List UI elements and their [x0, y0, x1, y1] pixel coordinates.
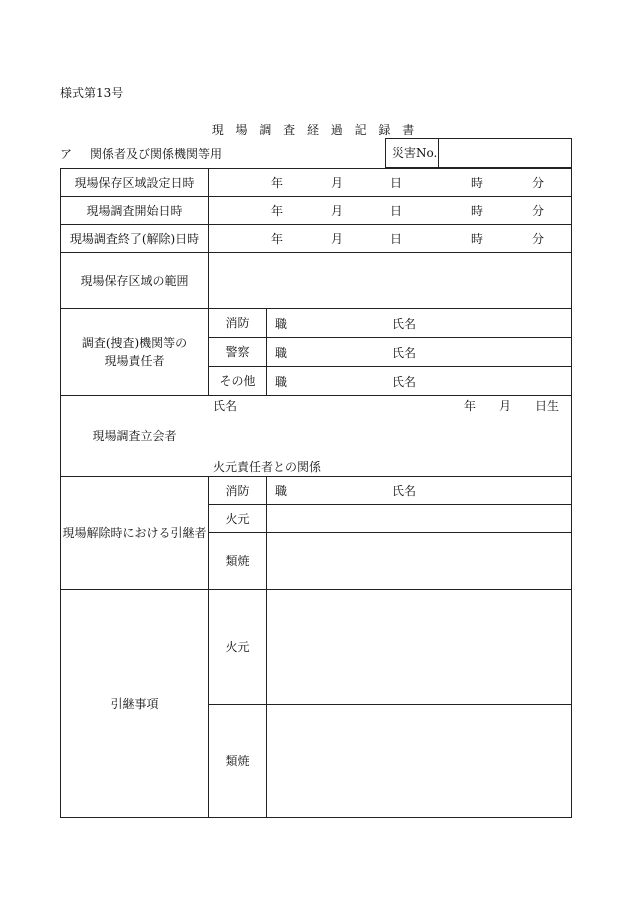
section-heading	[60, 145, 222, 162]
birth-year-label: 年	[464, 399, 477, 413]
unit-day: 日	[390, 204, 403, 218]
post-label: 職	[275, 346, 288, 360]
label-responsible-persons	[61, 309, 208, 395]
post-label: 職	[275, 375, 288, 389]
items-spread-field[interactable]	[267, 705, 571, 817]
label-preservation-area: 現場保存区域の範囲	[80, 273, 189, 288]
post-label: 職	[275, 317, 288, 331]
name-label: 氏名	[392, 317, 417, 331]
unit-minute: 分	[532, 232, 545, 246]
unit-month: 月	[331, 204, 344, 218]
unit-day: 日	[390, 232, 403, 246]
name-label: 氏名	[392, 375, 417, 389]
disaster-no-field[interactable]	[440, 139, 571, 167]
unit-year: 年	[271, 204, 284, 218]
handover-spread: 類焼	[225, 554, 250, 568]
unit-year: 年	[271, 232, 284, 246]
handover-origin: 火元	[225, 511, 250, 526]
birth-month-label: 月	[499, 399, 512, 413]
label-line: 調査(捜査)機関等の	[81, 336, 188, 350]
form-number: 様式第13号	[60, 86, 124, 100]
unit-day: 日	[390, 176, 403, 190]
col-line	[266, 308, 267, 395]
birth-day-label: 日生	[535, 399, 560, 413]
items-origin: 火元	[225, 640, 250, 654]
label-survey-start-datetime: 現場調査開始日時	[86, 203, 183, 218]
document-title: 現 場 調 査 経 過 記 録 書	[211, 123, 419, 137]
witness-name-label: 氏名	[213, 399, 238, 413]
disaster-no-label: 災害No.	[392, 146, 438, 160]
label-survey-end-datetime: 現場調査終了(解除)日時	[69, 231, 200, 246]
unit-month: 月	[331, 176, 344, 190]
unit-month: 月	[331, 232, 344, 246]
label-area-set-datetime: 現場保存区域設定日時	[74, 175, 195, 190]
unit-minute: 分	[532, 176, 545, 190]
label-handover-persons: 現場解除時における引継者	[62, 526, 207, 540]
agency-fire: 消防	[225, 316, 250, 330]
agency-other: その他	[219, 374, 256, 388]
section-mark: ア	[60, 147, 73, 161]
unit-hour: 時	[471, 176, 484, 190]
handover-fire-dept: 消防	[225, 483, 250, 498]
post-label: 職	[275, 484, 288, 498]
agency-police: 警察	[225, 345, 250, 359]
unit-minute: 分	[532, 204, 545, 218]
unit-hour: 時	[471, 232, 484, 246]
unit-year: 年	[271, 176, 284, 190]
preservation-area-field[interactable]	[209, 253, 571, 308]
divider	[438, 138, 439, 168]
items-spread: 類焼	[225, 754, 250, 768]
name-label: 氏名	[392, 484, 417, 498]
relation-label: 火元責任者との関係	[213, 460, 322, 474]
name-label: 氏名	[392, 346, 417, 360]
unit-hour: 時	[471, 204, 484, 218]
label-witness: 現場調査立会者	[92, 429, 177, 443]
label-line: 現場責任者	[104, 354, 165, 368]
items-origin-field[interactable]	[267, 590, 571, 704]
label-handover-items: 引継事項	[110, 696, 159, 711]
section-label: 関係者及び関係機関等用	[90, 147, 223, 161]
